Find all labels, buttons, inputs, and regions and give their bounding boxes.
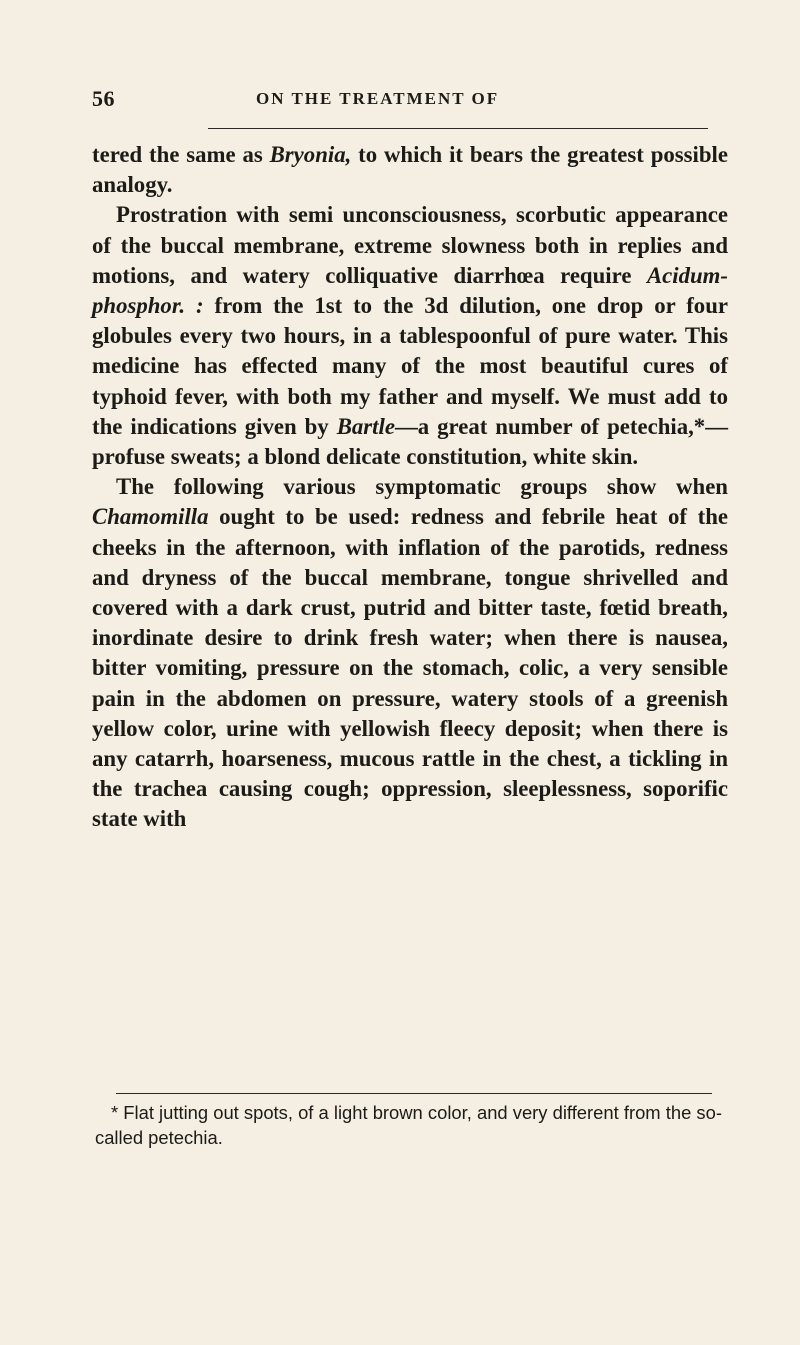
- text-run: from the 1st to the 3d dilution, one drop or four globules every two hours, in a tablespoonful of pure water. This medicine has effected many of the most beautiful cures of typhoid fever, with both my father and myself. We must add to the indications given by: [92, 293, 729, 439]
- italic-text: Chamomilla: [92, 504, 209, 530]
- text-run: tered the same as: [92, 142, 270, 167]
- text-run: —a great number of petechia,*—profuse sweats; a blond delicate constitution, white skin.: [92, 413, 728, 470]
- page-number: 56: [92, 86, 115, 111]
- header-rule: [208, 128, 708, 129]
- page-header: [92, 86, 722, 116]
- body-text: [92, 140, 728, 835]
- paragraph: [92, 200, 728, 472]
- paragraph: [92, 472, 728, 834]
- text-run: The following various symptomatic groups show when: [116, 474, 728, 500]
- italic-text: Bartle: [336, 413, 395, 439]
- paragraph: [92, 140, 728, 200]
- footnote-rule: [116, 1093, 712, 1094]
- text-run: to which it bears the greatest possible analogy.: [92, 142, 728, 198]
- italic-text: Acidum-phosphor. :: [92, 262, 728, 319]
- text-run: ought to be used: redness and febrile heat of the cheeks in the afternoon, with inflation of the parotids, redness and dryness of the buccal membrane, tongue shrivelled and covered with a dark crust, putrid and bitter taste, fœtid breath, inordinate desire to drink fresh water; when there is nausea, bitter vomiting, pressure on the stomach, colic, a very sensible pain in the abdomen on pressure, watery stools of a greenish yellow color, urine with yellowish fleecy deposit; when there is any catarrh, hoarseness, mucous rattle in the chest, a tickling in the trachea causing cough; oppression, sleeplessness, soporific state with: [92, 504, 728, 832]
- footnote: * Flat jutting out spots, of a light brown color, and very different from the so-called petechia.: [95, 1102, 722, 1148]
- italic-text: Bryonia,: [269, 142, 352, 167]
- text-run: Prostration with semi unconsciousness, scorbutic appearance of the buccal membrane, extreme slowness both in replies and motions, and watery colliquative diarrhœa require: [92, 202, 728, 288]
- running-head: ON THE TREATMENT OF: [256, 89, 500, 108]
